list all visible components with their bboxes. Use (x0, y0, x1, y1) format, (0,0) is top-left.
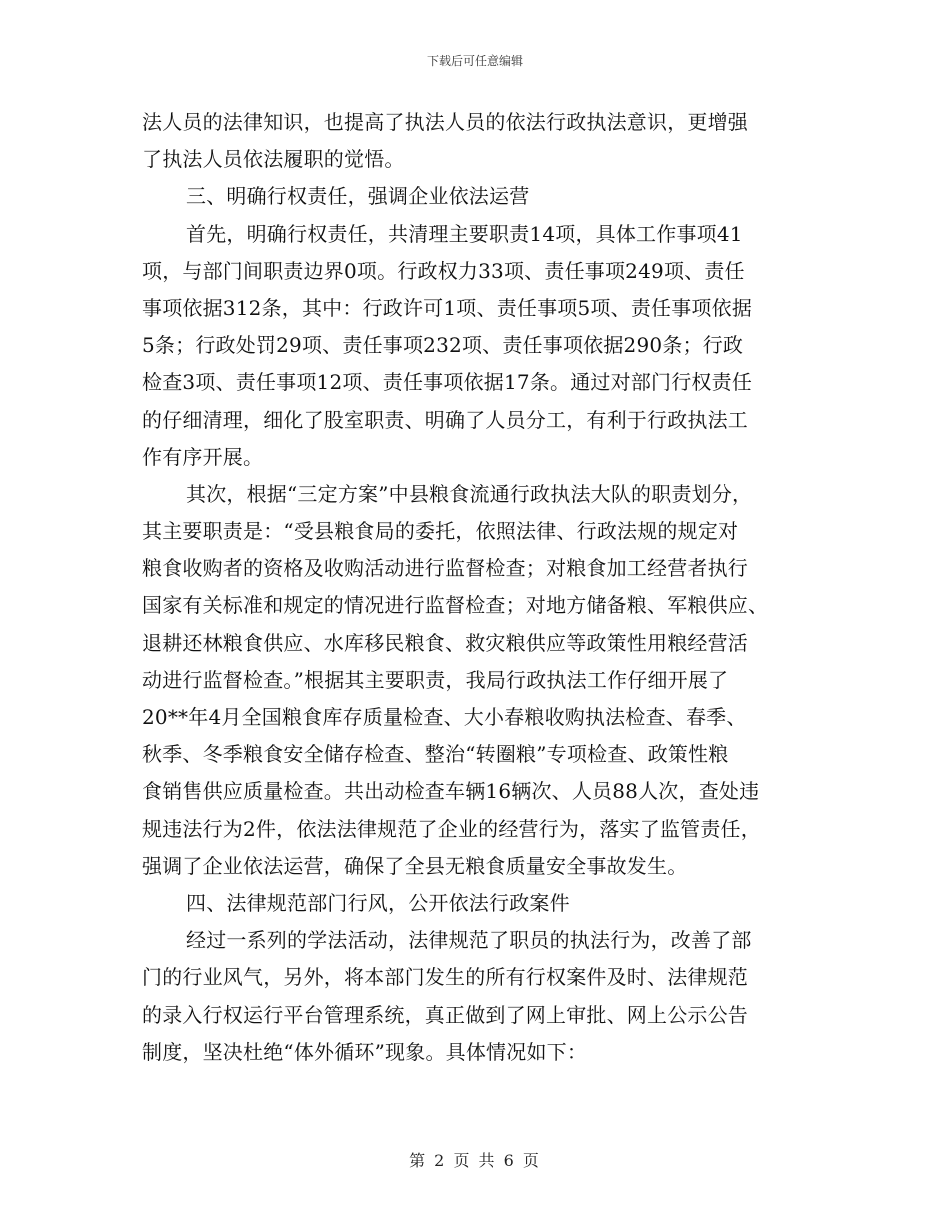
text-line: 制度，坚决杜绝“体外循环”现象。具体情况如下： (142, 1039, 588, 1064)
text-line: 食销售供应质量检查。共出动检查车辆16辆次、人员88人次，查处违 (142, 779, 760, 804)
text-line: 检查3项、责任事项12项、责任事项依据17条。通过对部门行权责任 (142, 370, 753, 395)
text-line: 作有序开展。 (142, 444, 264, 469)
text-line: 其次，根据“三定方案”中县粮食流通行政执法大队的职责划分， (186, 481, 753, 506)
text-line: 的录入行权运行平台管理系统，真正做到了网上审批、网上公示公告 (142, 1002, 748, 1027)
text-line: 强调了企业依法运营，确保了全县无粮食质量安全事故发生。 (142, 853, 688, 878)
page-footer: 第 2 页 共 6 页 (409, 1151, 541, 1170)
section-heading: 三、明确行权责任，强调企业依法运营 (186, 184, 530, 209)
text-line: 项，与部门间职责边界0项。行政权力33项、责任事项249项、责任 (142, 258, 745, 283)
text-line: 国家有关标准和规定的情况进行监督检查；对地方储备粮、军粮供应、 (142, 593, 769, 618)
text-line: 首先，明确行权责任，共清理主要职责14项，具体工作事项41 (186, 221, 743, 246)
section-heading: 四、法律规范部门行风，公开依法行政案件 (186, 890, 570, 915)
text-line: 5条；行政处罚29项、责任事项232项、责任事项依据290条；行政 (142, 333, 744, 358)
text-line: 粮食收购者的资格及收购活动进行监督检查；对粮食加工经营者执行 (142, 556, 748, 581)
text-line: 门的行业风气，另外，将本部门发生的所有行权案件及时、法律规范 (142, 965, 748, 990)
text-line: 法人员的法律知识，也提高了执法人员的依法行政执法意识，更增强 (142, 110, 748, 134)
text-line: 事项依据312条，其中：行政许可1项、责任事项5项、责任事项依据 (142, 295, 753, 320)
text-line: 规违法行为2件，依法法律规范了企业的经营行为，落实了监管责任， (142, 816, 761, 841)
text-line: 经过一系列的学法活动，法律规范了职员的执法行为，改善了部 (186, 928, 752, 953)
text-line: 其主要职责是：“受县粮食局的委托，依照法律、行政法规的规定对 (142, 519, 739, 544)
text-line: 退耕还林粮食供应、水库移民粮食、救灾粮供应等政策性用粮经营活 (142, 630, 748, 655)
text-line: 的仔细清理，细化了股室职责、明确了人员分工，有利于行政执法工 (142, 407, 748, 432)
text-line: 秋季、冬季粮食安全储存检查、整治“转圈粮”专项检查、政策性粮 (142, 742, 729, 767)
text-line: 了执法人员依法履职的觉悟。 (142, 147, 405, 172)
document-body (142, 104, 808, 1071)
text-line: 20**年4月全国粮食库存质量检查、大小春粮收购执法检查、春季、 (142, 705, 747, 729)
page-header: 下载后可任意编辑 (426, 54, 523, 68)
text-line: 动进行监督检查。”根据其主要职责，我局行政执法工作仔细开展了 (142, 667, 729, 692)
